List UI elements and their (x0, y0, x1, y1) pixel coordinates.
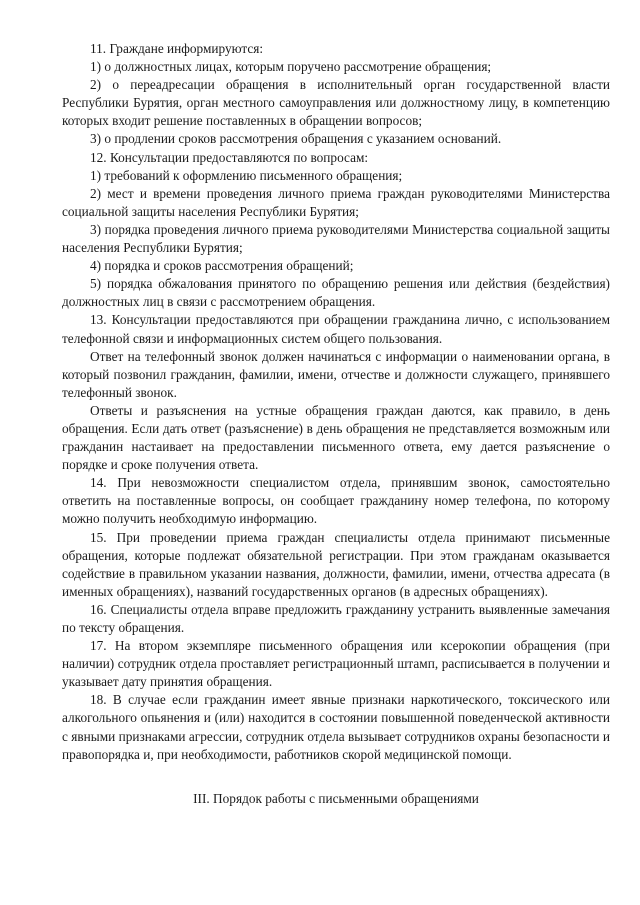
paragraph-15: 15. При проведении приема граждан специалисты отдела принимают письменные обращения, которые подлежат обязательной регистрации. При этом гражданам оказывается содействие в правильном указании названия, должности, фамилии, имени, отчества адресата (в именных обращениях), названий государственных органов (в адресных обращениях). (62, 529, 610, 599)
paragraph-12-item-4: 4) порядка и сроков рассмотрения обращений; (90, 258, 354, 274)
paragraph-11-item-3: 3) о продлении сроков рассмотрения обращения с указанием оснований. (90, 131, 502, 147)
paragraph-12-item-5: 5) порядка обжалования принятого по обращению решения или действия (бездействия) должностных лиц в связи с рассмотрением обращения. (62, 276, 610, 310)
document-body (62, 40, 610, 764)
section-heading: III. Порядок работы с письменными обращениями (193, 790, 479, 806)
paragraph-13: 13. Консультации предоставляются при обращении гражданина лично, с использованием телефонной связи и информационных систем общего пользования. (62, 312, 610, 346)
paragraph-12-item-2: 2) мест и времени проведения личного приема граждан руководителями Министерства социальной защиты населения Республики Бурятия; (62, 185, 610, 219)
paragraph-11-item-1: 1) о должностных лицах, которым поручено рассмотрение обращения; (90, 59, 492, 75)
paragraph-11-item-2: 2) о переадресации обращения в исполнительный орган государственной власти Республики Бурятия, орган местного самоуправления или должностному лицу, в компетенцию которых входит решение поставленных в обращении вопросов; (62, 77, 610, 129)
paragraph-16: 16. Специалисты отдела вправе предложить гражданину устранить выявленные замечания по тексту обращения. (62, 601, 610, 635)
paragraph-12-item-3: 3) порядка проведения личного приема руководителями Министерства социальной защиты населения Республики Бурятия; (62, 221, 610, 256)
paragraph-11-intro: 11. Граждане информируются: (90, 41, 264, 56)
paragraph-14: 14. При невозможности специалистом отдела, принявшим звонок, самостоятельно ответить на поставленные вопросы, он сообщает гражданину номер телефона, по которому можно получить необходимую информацию. (62, 475, 610, 527)
paragraph-18: 18. В случае если гражданин имеет явные признаки наркотического, токсического или алкогольного опьянения и (или) находится в состоянии повышенной поведенческой активности с явными признаками агрессии, сотрудник отдела вызывает сотрудников охраны безопасности и правопорядка и, при необходимости, работников скорой медицинской помощи. (62, 692, 610, 762)
paragraph-12-item-1: 1) требований к оформлению письменного обращения; (90, 167, 403, 183)
paragraph-12-intro: 12. Консультации предоставляются по вопросам: (90, 149, 369, 165)
paragraph-13-oral-answers: Ответы и разъяснения на устные обращения граждан даются, как правило, в день обращения. Если дать ответ (разъяснение) в день обращения не представляется возможным или гражданин настаивает на предоставлении письменного ответа, ему дается разъяснение о порядке и сроке получения ответа. (62, 402, 610, 473)
paragraph-13-phone-answer: Ответ на телефонный звонок должен начинаться с информации о наименовании органа, в который позвонил гражданин, фамилии, имени, отчестве и должности служащего, принявшего телефонный звонок. (62, 348, 610, 400)
paragraph-17: 17. На втором экземпляре письменного обращения или ксерокопии обращения (при наличии) сотрудник отдела проставляет регистрационный штамп, расписывается в получении и указывает дату принятия обращения. (62, 638, 610, 690)
